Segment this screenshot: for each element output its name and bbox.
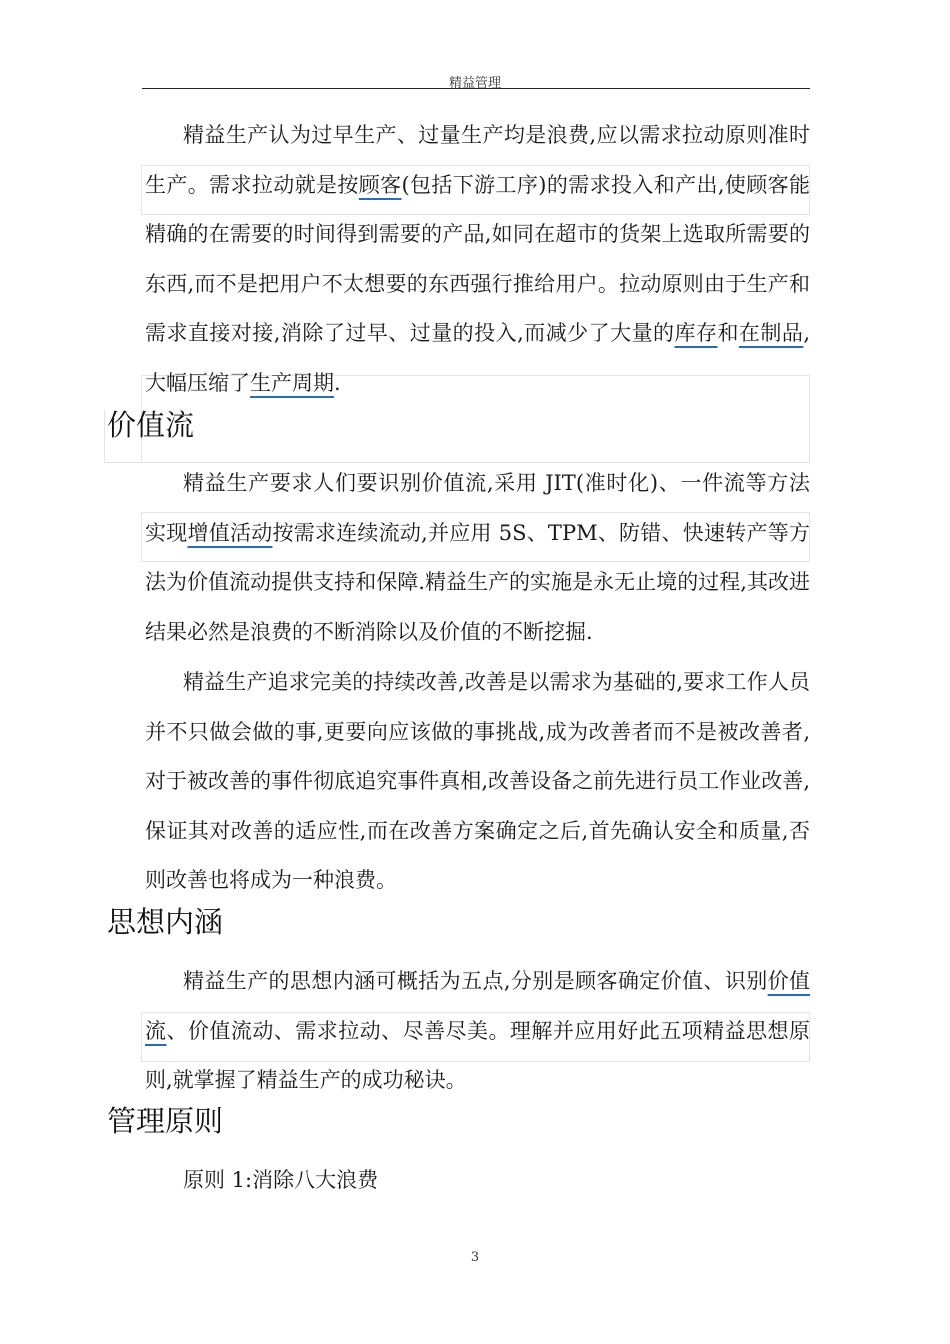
- value-stream-paragraph-2: 精益生产追求完美的持续改善,改善是以需求为基础的,要求工作人员并不只做会做的事,更要向应该做的事挑战,成为改善者而不是被改善者,对于被改善的事件彻底追究事件真相,改善设备之前先进行员工作业改善,保证其对改善的适应性,而在改善方案确定之后,首先确认安全和质量,否则改善也将成为一种浪费。: [145, 670, 810, 892]
- link-wip[interactable]: 在制品: [738, 321, 804, 345]
- link-value-stream[interactable]: 价值流: [145, 969, 810, 1043]
- link-inventory[interactable]: 库存: [674, 321, 718, 345]
- header-divider: [142, 88, 810, 89]
- heading-value-stream: 价值流: [107, 408, 195, 442]
- page-header-title: 精益管理: [448, 76, 501, 91]
- intro-paragraph: 精益生产认为过早生产、过量生产均是浪费,应以需求拉动原则准时生产。需求拉动就是按顾客(包括下游工序)的需求投入和产出,使顾客能精确的在需要的时间得到需要的产品,如同在超市的货架上选取所需要的东西,而不是把用户不太想要的东西强行推给用户。拉动原则由于生产和需求直接对接,消除了过早、过量的投入,而减少了大量的库存和在制品,大幅压缩了生产周期.: [145, 123, 811, 395]
- heading-thought: 思想内涵: [107, 905, 224, 939]
- thought-paragraph: 精益生产的思想内涵可概括为五点,分别是顾客确定价值、识别价值流、价值流动、需求拉动、尽善尽美。理解并应用好此五项精益思想原则,就掌握了精益生产的成功秘诀。: [145, 969, 810, 1092]
- link-customer[interactable]: 顾客: [358, 172, 402, 197]
- link-value-added-activity[interactable]: 增值活动: [187, 520, 273, 545]
- value-stream-paragraph-1: 精益生产要求人们要识别价值流,采用 JIT(准时化)、一件流等方法实现增值活动按需求连续流动,并应用 5S、TPM、防错、快速转产等方法为价值流动提供支持和保障.精益生产的实施是永无止境的过程,其改进结果必然是浪费的不断消除以及价值的不断挖掘.: [145, 471, 810, 644]
- heading-principles: 管理原则: [107, 1104, 224, 1138]
- link-production-cycle[interactable]: 生产周期: [250, 370, 334, 395]
- principle-1: 原则 1:消除八大浪费: [183, 1168, 379, 1192]
- page-number: 3: [470, 1250, 480, 1265]
